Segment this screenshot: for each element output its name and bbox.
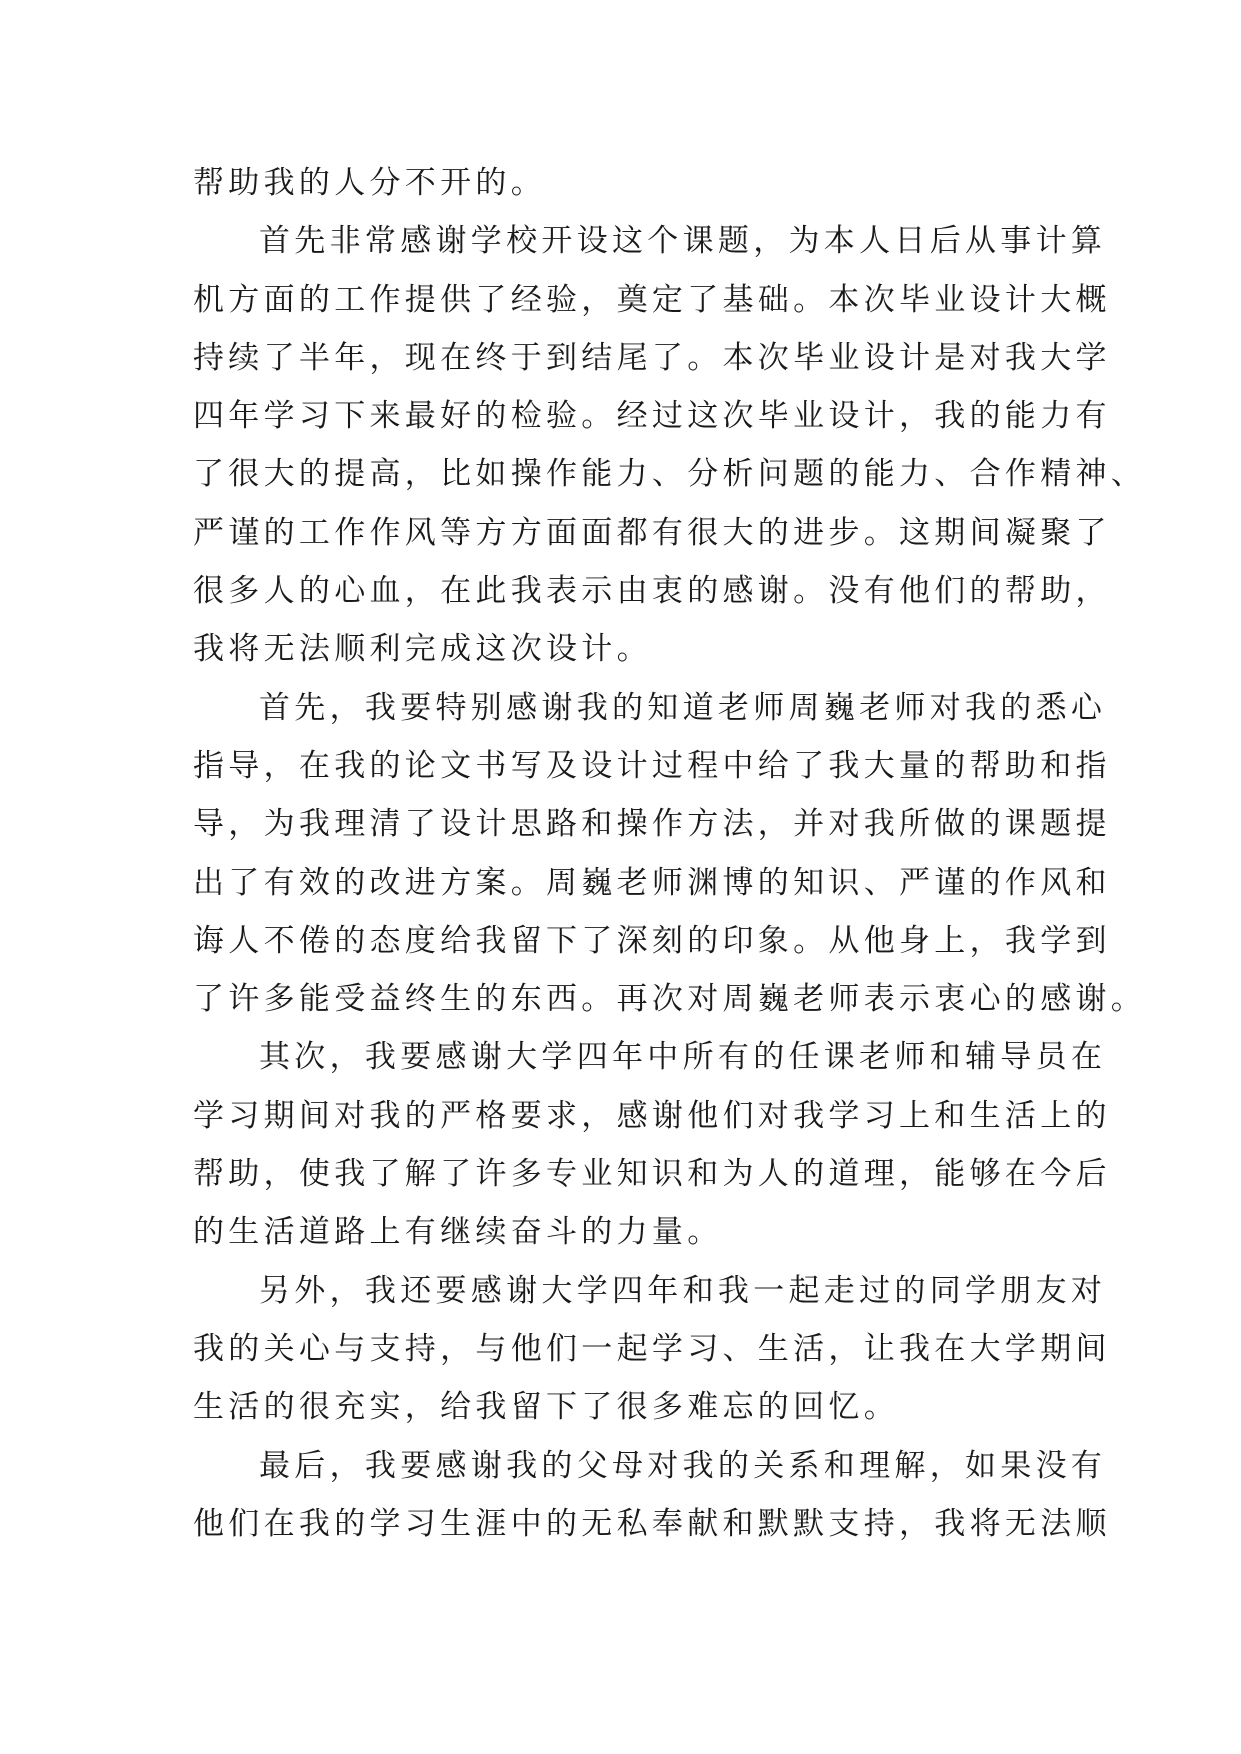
text-line: 帮助，使我了解了许多专业知识和为人的道理，能够在今后 (193, 1156, 1111, 1193)
text-line: 我将无法顺利完成这次设计。 (193, 631, 652, 668)
text-line: 最后，我要感谢我的父母对我的关系和理解，如果没有 (259, 1447, 1107, 1484)
text-line: 指导，在我的论文书写及设计过程中给了我大量的帮助和指 (193, 747, 1111, 784)
text-line: 首先非常感谢学校开设这个课题，为本人日后从事计算 (259, 223, 1107, 260)
text-line: 诲人不倦的态度给我留下了深刻的印象。从他身上，我学到 (193, 922, 1111, 959)
text-line: 另外，我还要感谢大学四年和我一起走过的同学朋友对 (259, 1272, 1107, 1309)
text-line: 我的关心与支持，与他们一起学习、生活，让我在大学期间 (193, 1330, 1111, 1367)
text-line: 的生活道路上有继续奋斗的力量。 (193, 1214, 723, 1251)
text-line: 出了有效的改进方案。周巍老师渊博的知识、严谨的作风和 (193, 864, 1111, 901)
text-line: 首先，我要特别感谢我的知道老师周巍老师对我的悉心 (259, 689, 1107, 726)
text-line: 其次，我要感谢大学四年中所有的任课老师和辅导员在 (259, 1039, 1107, 1076)
text-line: 生活的很充实，给我留下了很多难忘的回忆。 (193, 1389, 899, 1426)
text-line: 四年学习下来最好的检验。经过这次毕业设计，我的能力有 (193, 398, 1111, 435)
text-line: 了很大的提高，比如操作能力、分析问题的能力、合作精神、 (193, 456, 1147, 493)
text-line: 严谨的工作作风等方方面面都有很大的进步。这期间凝聚了 (193, 514, 1111, 551)
body-text (193, 154, 1147, 1553)
text-line: 持续了半年，现在终于到结尾了。本次毕业设计是对我大学 (193, 339, 1111, 376)
text-line: 学习期间对我的严格要求，感谢他们对我学习上和生活上的 (193, 1097, 1111, 1134)
text-line: 他们在我的学习生涯中的无私奉献和默默支持，我将无法顺 (193, 1505, 1111, 1542)
text-line: 机方面的工作提供了经验，奠定了基础。本次毕业设计大概 (193, 281, 1111, 318)
text-line: 导，为我理清了设计思路和操作方法，并对我所做的课题提 (193, 806, 1111, 843)
text-line: 帮助我的人分不开的。 (193, 165, 546, 201)
text-line: 了许多能受益终生的东西。再次对周巍老师表示衷心的感谢。 (193, 981, 1147, 1018)
text-line: 很多人的心血，在此我表示由衷的感谢。没有他们的帮助， (193, 573, 1111, 610)
